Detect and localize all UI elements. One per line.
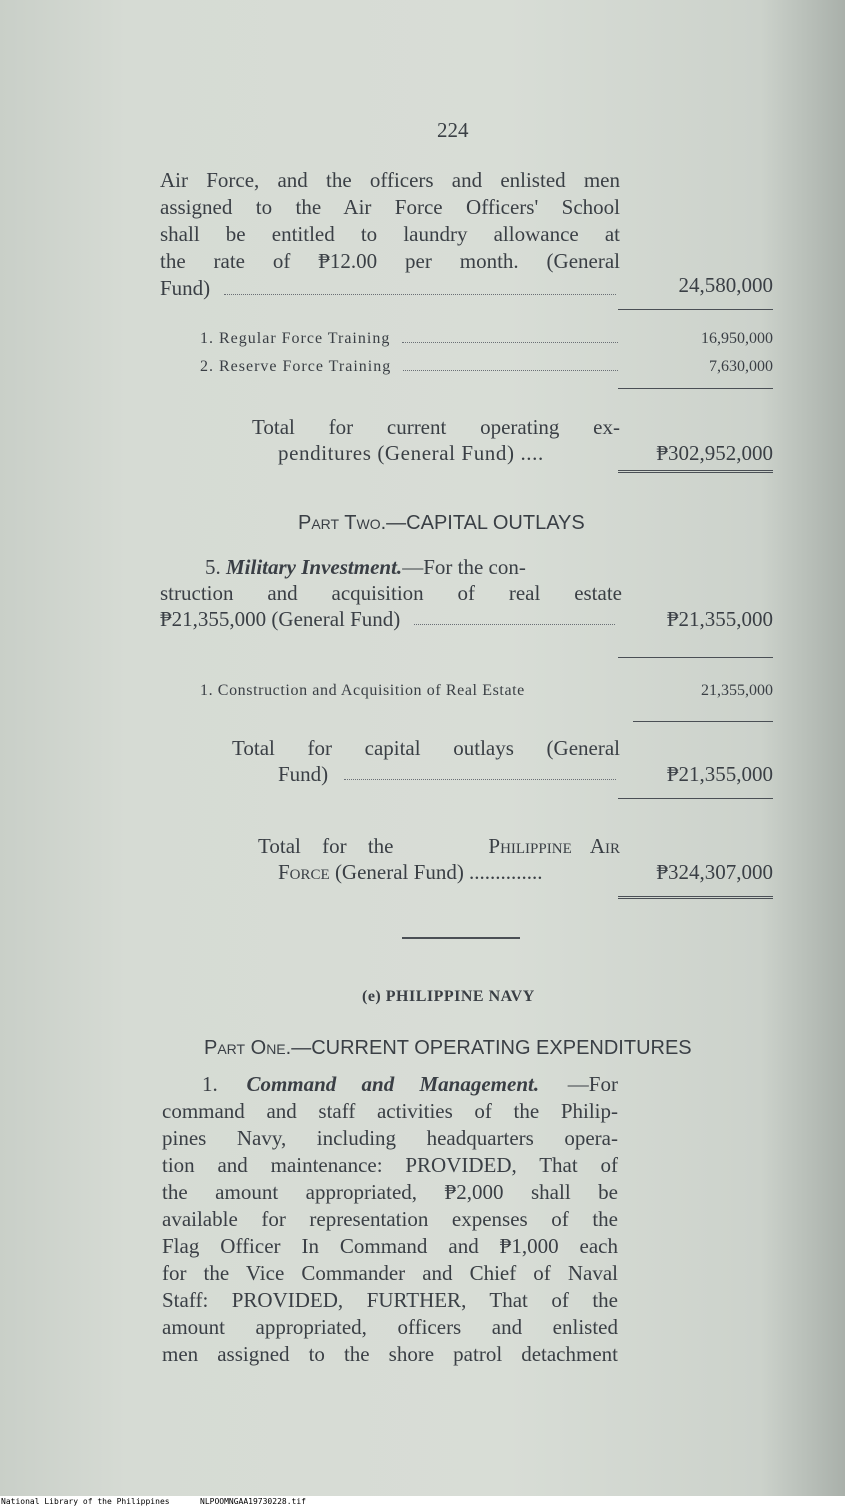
section-separator — [402, 937, 520, 939]
divider — [618, 309, 773, 310]
military-investment-line2: struction and acquisition of real estate — [160, 581, 622, 605]
part-two-prefix: Part Two.— — [298, 512, 407, 534]
double-divider — [618, 896, 773, 899]
construction-item: 1. Construction and Acquisition of Real Estate — [200, 682, 525, 699]
paragraph-line: available for representation expenses of the — [162, 1207, 618, 1231]
military-investment-heading — [205, 555, 526, 580]
paragraph-line: command and staff activities of the Philip- — [162, 1099, 618, 1123]
part-two-heading — [298, 512, 585, 535]
total-current-amount: ₱302,952,000 — [656, 441, 773, 465]
paragraph-line: for the Vice Commander and Chief of Naval — [162, 1261, 618, 1285]
fund-label: Fund) — [278, 762, 329, 786]
item-number: 1. — [202, 1072, 218, 1096]
dot-leader — [414, 607, 615, 625]
command-line1 — [202, 1072, 618, 1097]
total-air-force-line1 — [258, 834, 620, 859]
agency-name: Philippine Air — [488, 834, 620, 858]
training-amount: 7,630,000 — [709, 358, 773, 375]
dot-leader — [344, 762, 616, 780]
paragraph-line: men assigned to the shore patrol detachment — [162, 1342, 618, 1366]
dot-leader — [402, 330, 618, 343]
divider — [618, 798, 773, 799]
paragraph-line — [160, 275, 620, 302]
training-item — [200, 358, 618, 376]
paragraph-line: Air Force, and the officers and enlisted men — [160, 168, 620, 192]
paragraph-line: Staff: PROVIDED, FURTHER, That of the — [162, 1288, 618, 1312]
total-current-line2: penditures (General Fund) .... — [278, 441, 544, 465]
scan-footer — [0, 1496, 845, 1508]
item-number: 5. — [205, 555, 221, 579]
training-amount: 16,950,000 — [701, 330, 773, 347]
military-investment-line1 — [205, 555, 620, 580]
training-label: 1. Regular Force Training — [200, 330, 391, 347]
paragraph-line: tion and maintenance: PROVIDED, That of — [162, 1153, 618, 1177]
paragraph-line: the amount appropriated, ₱2,000 shall be — [162, 1180, 618, 1204]
part-one-prefix: Part One.— — [204, 1037, 312, 1059]
total-air-force-line2 — [278, 860, 543, 885]
double-divider — [618, 470, 773, 473]
total-label: Total for the — [258, 834, 394, 858]
training-item — [200, 330, 618, 348]
fund-label: Fund) — [160, 276, 211, 300]
military-investment-amount: ₱21,355,000 — [666, 607, 773, 631]
total-air-force-amount: ₱324,307,000 — [656, 860, 773, 884]
page-number: 224 — [437, 118, 469, 142]
air-force-paragraph — [160, 167, 620, 302]
paragraph-line: shall be entitled to laundry allowance at — [160, 222, 620, 246]
total-capital-line1: Total for capital outlays (General — [232, 736, 620, 760]
fund-label: ₱21,355,000 (General Fund) — [160, 607, 401, 631]
command-paragraph — [162, 1098, 618, 1368]
dot-leader — [403, 358, 618, 371]
item-title: Command and Management. — [246, 1072, 540, 1096]
total-capital-line2 — [278, 762, 616, 787]
item-intro: —For the con- — [402, 555, 526, 579]
divider — [618, 388, 773, 389]
item-title: Military Investment. — [226, 555, 403, 579]
total-current-line1: Total for current operating ex- — [252, 415, 620, 439]
file-id: NLPOOMNGAA19730228.tif — [200, 1497, 306, 1506]
part-one-title: CURRENT OPERATING EXPENDITURES — [311, 1037, 692, 1059]
paragraph-line: amount appropriated, officers and enlisted — [162, 1315, 618, 1339]
training-label: 2. Reserve Force Training — [200, 358, 392, 375]
paragraph-line: the rate of ₱12.00 per month. (General — [160, 249, 620, 273]
part-one-heading — [204, 1037, 692, 1060]
military-investment-line3 — [160, 607, 615, 632]
air-force-amount: 24,580,000 — [678, 273, 773, 297]
navy-heading: (e) PHILIPPINE NAVY — [362, 988, 535, 1005]
dot-leader — [224, 275, 616, 295]
paragraph-line: pines Navy, including headquarters opera- — [162, 1126, 618, 1150]
total-capital-amount: ₱21,355,000 — [666, 762, 773, 786]
fund-label: (General Fund) .............. — [329, 860, 543, 884]
item-intro: —For — [567, 1072, 618, 1096]
library-credit: National Library of the Philippines — [1, 1497, 170, 1506]
paragraph-line: assigned to the Air Force Officers' School — [160, 195, 620, 219]
paragraph-line: Flag Officer In Command and ₱1,000 each — [162, 1234, 618, 1258]
divider — [618, 657, 773, 658]
divider — [633, 721, 773, 722]
construction-amount: 21,355,000 — [701, 682, 773, 699]
agency-name: Force — [278, 860, 330, 884]
part-two-title: CAPITAL OUTLAYS — [406, 512, 585, 534]
